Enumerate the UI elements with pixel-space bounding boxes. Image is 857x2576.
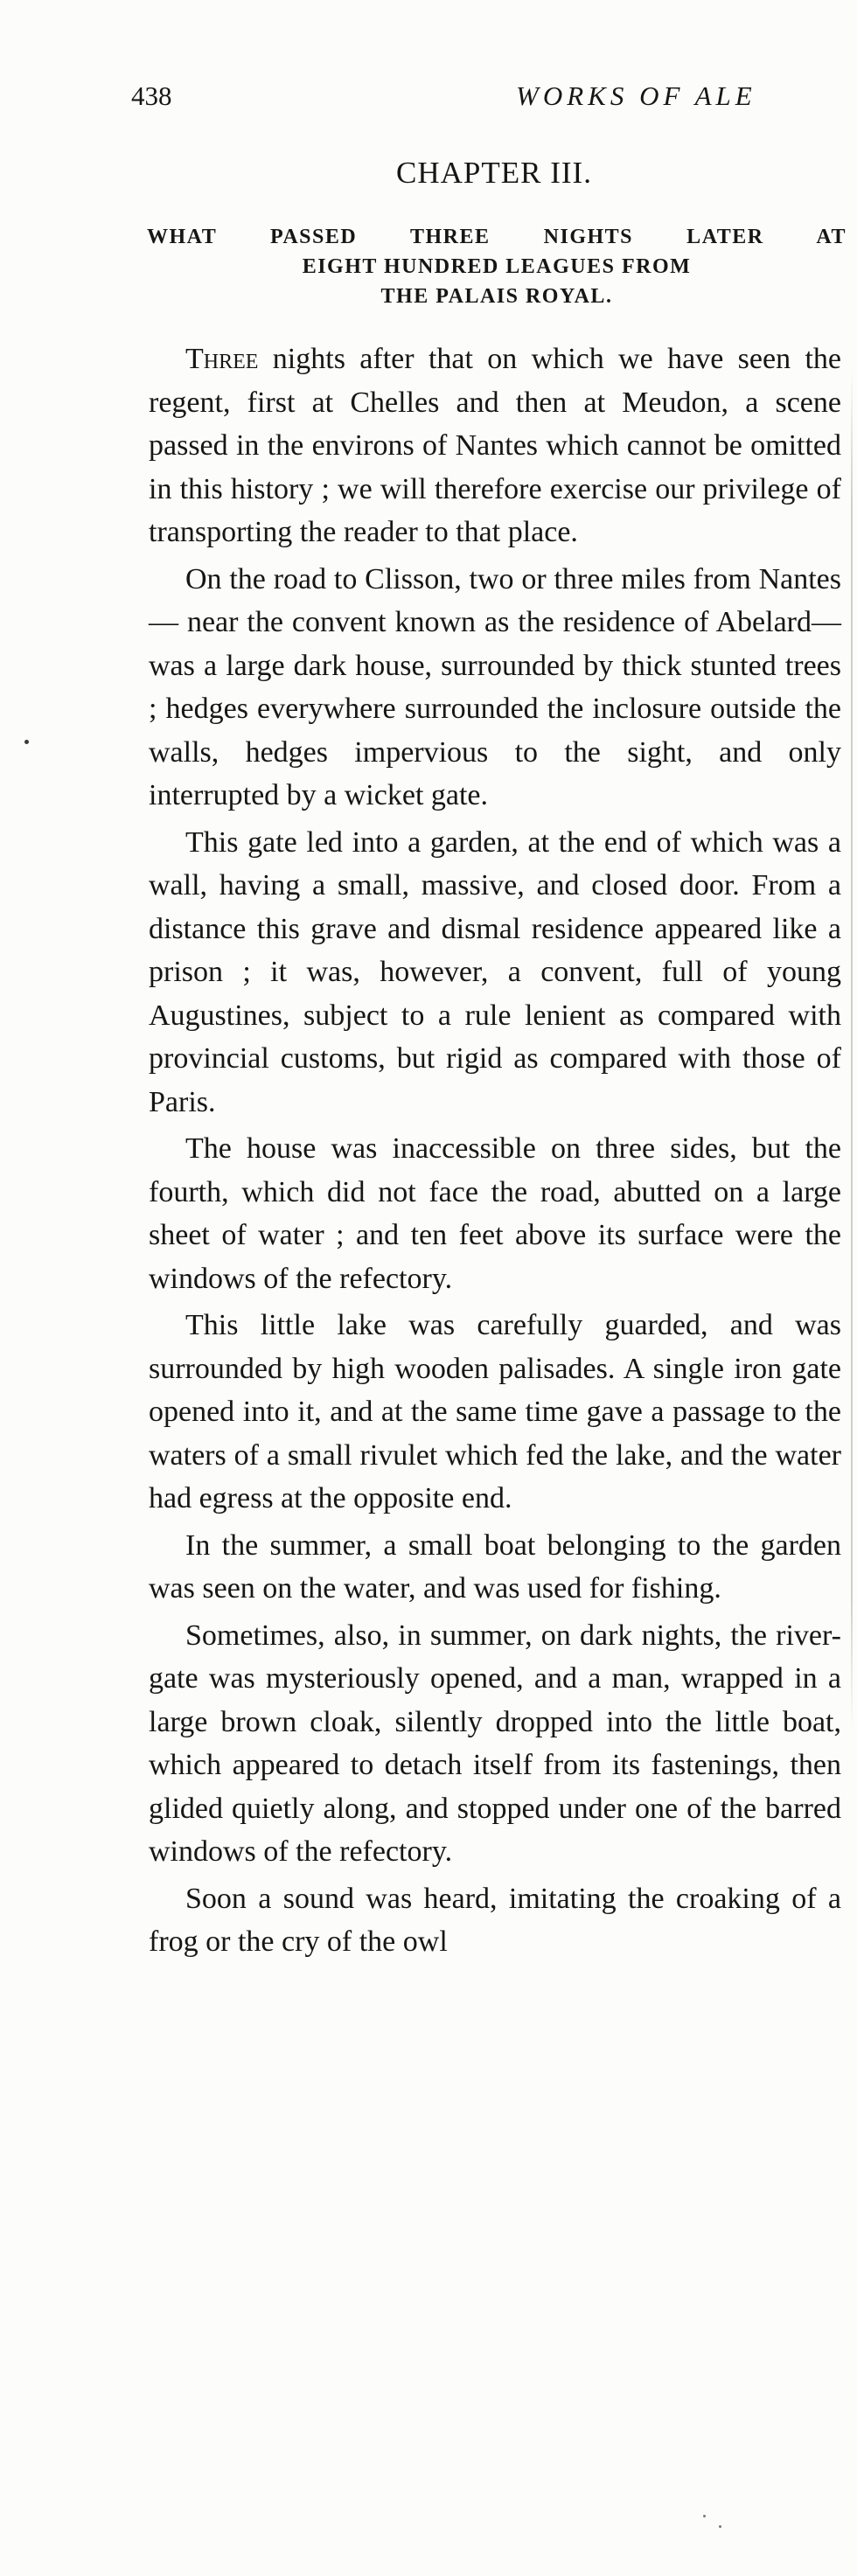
paragraph-lead-word: Three bbox=[185, 343, 259, 375]
running-head bbox=[131, 80, 857, 124]
paragraph bbox=[149, 558, 841, 818]
paragraph-text: Sometimes, also, in summer, on dark nights, the river-gate was mysteriously opened, and a man, wrapped in a large brown cloak, silently dropped into the little boat, which appeared to detach itself from its fastenings, then glided quietly along, and stopped under one of the barred windows of the refectory. bbox=[149, 1619, 841, 1868]
gutter-shadow bbox=[851, 367, 853, 1731]
text-body bbox=[149, 338, 841, 1967]
paragraph bbox=[149, 1524, 841, 1611]
running-title: WORKS OF ALE bbox=[516, 80, 756, 111]
paragraph-text: Soon a sound was heard, imitating the croaking of a frog or the cry of the owl bbox=[149, 1882, 841, 1958]
paragraph bbox=[149, 821, 841, 1124]
paragraph bbox=[149, 1614, 841, 1874]
page-number: 438 bbox=[131, 80, 172, 111]
margin-speck bbox=[24, 740, 29, 744]
paragraph-text: On the road to Clisson, two or three miles from Nantes — near the convent known as the residence of Abelard—was a large dark house, surrounded by thick stunted trees ; hedges everywhere surrounded the inclosure outside the walls, hedges impervious to the sight, and only interrupted by a wicket gate. bbox=[149, 562, 841, 811]
paragraph-text: In the summer, a small boat belonging to the garden was seen on the water, and was used for fishing. bbox=[149, 1528, 841, 1605]
chapter-title-line: WHAT PASSED THREE NIGHTS LATER AT bbox=[147, 226, 847, 248]
paragraph bbox=[149, 1127, 841, 1300]
chapter-title-line: THE PALAIS ROYAL. bbox=[380, 285, 613, 308]
chapter-title bbox=[147, 222, 847, 311]
paragraph-text: This little lake was carefully guarded, and was surrounded by high wooden palisades. A single iron gate opened into it, and at the same time gave a passage to the waters of a small rivulet which fed the lake, and the water had egress at the opposite end. bbox=[149, 1309, 841, 1514]
paper-specks bbox=[700, 2510, 735, 2536]
paragraph bbox=[149, 1304, 841, 1521]
chapter-title-line: EIGHT HUNDRED LEAGUES FROM bbox=[302, 255, 692, 278]
paragraph-text: This gate led into a garden, at the end of which was a wall, having a small, massive, and closed door. From a distance this grave and dismal residence appeared like a prison ; it was, however, a convent, full of young Augustines, subject to a rule lenient as compared with provincial customs, but rigid as compared with those of Paris. bbox=[149, 825, 841, 1118]
chapter-heading: CHAPTER III. bbox=[396, 156, 592, 190]
paragraph bbox=[149, 338, 841, 554]
paragraph-text: The house was inaccessible on three sides, but the fourth, which did not face the road, abutted on a large sheet of water ; and ten feet above its surface were the windows of the refectory. bbox=[149, 1132, 841, 1295]
paragraph bbox=[149, 1877, 841, 1964]
paragraph-text: nights after that on which we have seen the regent, first at Chelles and then at Meudon, a scene passed in the environs of Nantes which cannot be omitted in this history ; we will therefore exercise our privilege of transporting the reader to that place. bbox=[149, 343, 841, 548]
